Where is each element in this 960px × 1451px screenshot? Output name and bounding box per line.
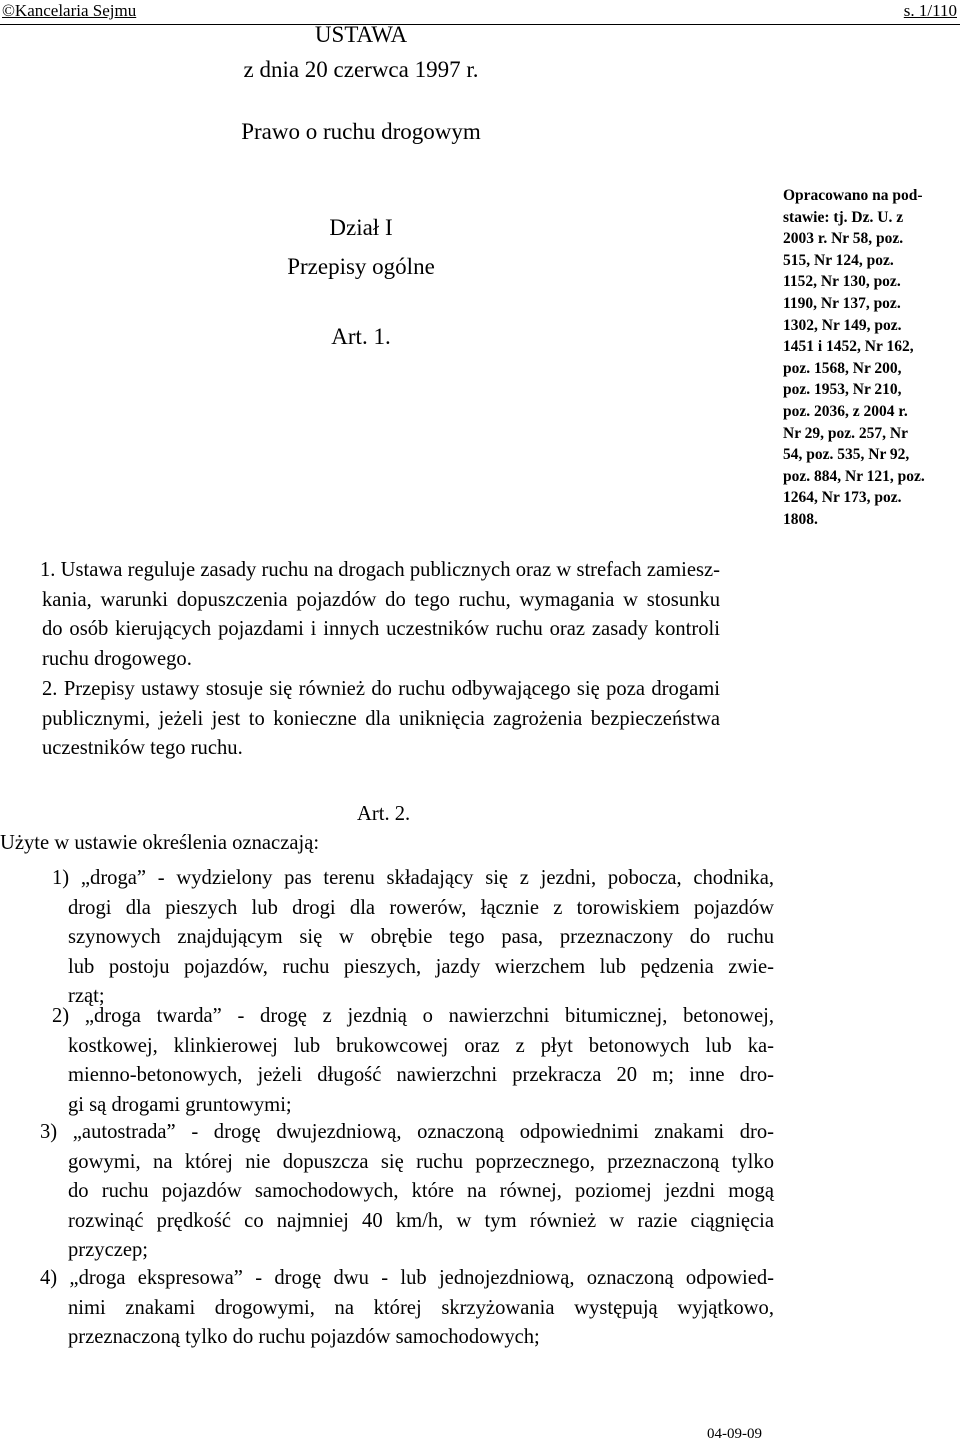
source-note-line: poz. 2036, z 2004 r. (783, 402, 908, 420)
source-note-line: 1264, Nr 173, poz. (783, 489, 902, 507)
source-note-line: poz. 884, Nr 121, poz. (783, 467, 925, 485)
art1-paragraph-2 (42, 675, 720, 764)
source-note (783, 185, 960, 531)
source-note-line: 2003 r. Nr 58, poz. (783, 230, 904, 248)
definition-line: 3) „autostrada” - drogę dwujezdniową, oznaczoną odpowiednimi znakami dro- (40, 1121, 774, 1143)
paragraph-line: kania, warunki dopuszczenia pojazdów do tego ruchu, wymagania w stosunku (42, 588, 720, 611)
art2-intro: Użyte w ustawie określenia oznaczają: (0, 832, 320, 854)
paragraph-line: ruchu drogowego. (42, 647, 192, 670)
definition-line: drogi dla pieszych lub drogi dla rowerów, łącznie z torowiskiem pojazdów (68, 896, 774, 919)
copyright-link[interactable]: ©Kancelaria Sejmu (2, 1, 137, 20)
paragraph-line: publicznymi, jeżeli jest to konieczne dla uniknięcia zagrożenia bezpieczeństwa (42, 707, 720, 730)
definition-line: mienno-betonowych, jeżeli długość nawierzchni przekracza 20 m; inne dro- (68, 1064, 774, 1087)
copyright-header[interactable] (2, 0, 136, 22)
definition-item (52, 864, 774, 1012)
definition-line: lub postoju pojazdów, ruchu pieszych, jazdy wierzchem lub pędzenia zwie- (68, 955, 774, 978)
source-note-line: 1808. (783, 510, 818, 528)
art2-heading: Art. 2. (357, 803, 411, 825)
definition-line: przyczep; (68, 1239, 149, 1262)
source-note-line: 1190, Nr 137, poz. (783, 294, 901, 312)
definition-line: 1) „droga” - wydzielony pas terenu składający się z jezdni, pobocza, chodnika, (52, 867, 774, 889)
doc-title: Prawo o ruchu drogowym (241, 119, 481, 144)
division-label: Dział I (329, 215, 393, 240)
source-note-line: stawie: tj. Dz. U. z (783, 208, 904, 226)
definition-line: 4) „droga ekspresowa” - drogę dwu - lub jednojezdniową, oznaczoną odpowied- (40, 1267, 774, 1289)
definition-line: szynowych znajdującym się w obrębie tego pasa, przeznaczony do ruchu (68, 926, 774, 949)
source-note-line: 1152, Nr 130, poz. (783, 273, 901, 291)
source-note-line: 1302, Nr 149, poz. (783, 316, 902, 334)
definition-line: rozwinąć prędkość co najmniej 40 km/h, w tym również w razie ciągnięcia (68, 1209, 774, 1232)
source-note-line: 54, poz. 535, Nr 92, (783, 446, 910, 464)
source-note-line: Nr 29, poz. 257, Nr (783, 424, 908, 442)
definition-item (40, 1264, 774, 1353)
source-note-line: poz. 1568, Nr 200, (783, 359, 902, 377)
paragraph-line: 1. Ustawa reguluje zasady ruchu na drogach publicznych oraz w strefach zamiesz- (40, 559, 720, 581)
footer-date: 04-09-09 (707, 1426, 762, 1442)
definition-line: rząt; (68, 985, 105, 1008)
definition-line: przeznaczoną tylko do ruchu pojazdów samochodowych; (68, 1326, 540, 1349)
definition-line: do ruchu pojazdów samochodowych, które na równej, poziomej jezdni mogą (68, 1180, 774, 1203)
source-note-line: poz. 1953, Nr 210, (783, 381, 902, 399)
doc-date: z dnia 20 czerwca 1997 r. (243, 57, 479, 82)
paragraph-line: do osób kierujących pojazdami i innych uczestników ruchu oraz zasady kontroli (42, 618, 720, 641)
division-name: Przepisy ogólne (287, 254, 435, 279)
definition-item (52, 1002, 774, 1120)
page-indicator[interactable] (904, 0, 957, 22)
page-number-link[interactable]: s. 1/110 (903, 1, 957, 20)
art1-paragraph-1 (42, 556, 720, 674)
definition-item (40, 1118, 774, 1266)
doc-type: USTAWA (314, 22, 408, 47)
source-note-line: 1451 i 1452, Nr 162, (783, 338, 914, 356)
source-note-line: Opracowano na pod- (783, 187, 923, 204)
definition-line: 2) „droga twarda” - drogę z jezdnią o nawierzchni bitumicznej, betonowej, (52, 1005, 774, 1027)
paragraph-line: uczestników tego ruchu. (42, 737, 243, 760)
definition-line: gowymi, na której nie dopuszcza się ruchu poprzecznego, przeznaczoną tylko (68, 1150, 774, 1173)
art1-heading: Art. 1. (331, 324, 391, 349)
paragraph-line: 2. Przepisy ustawy stosuje się również do ruchu odbywającego się poza drogami (42, 678, 720, 700)
definition-line: gi są drogami gruntowymi; (68, 1093, 292, 1116)
definition-line: kostkowej, klinkierowej lub brukowcowej oraz z płyt betonowych lub ka- (68, 1034, 774, 1057)
source-note-line: 515, Nr 124, poz. (783, 251, 894, 269)
definition-line: nimi znakami drogowymi, na której skrzyżowania występują wyjątkowo, (68, 1296, 774, 1319)
